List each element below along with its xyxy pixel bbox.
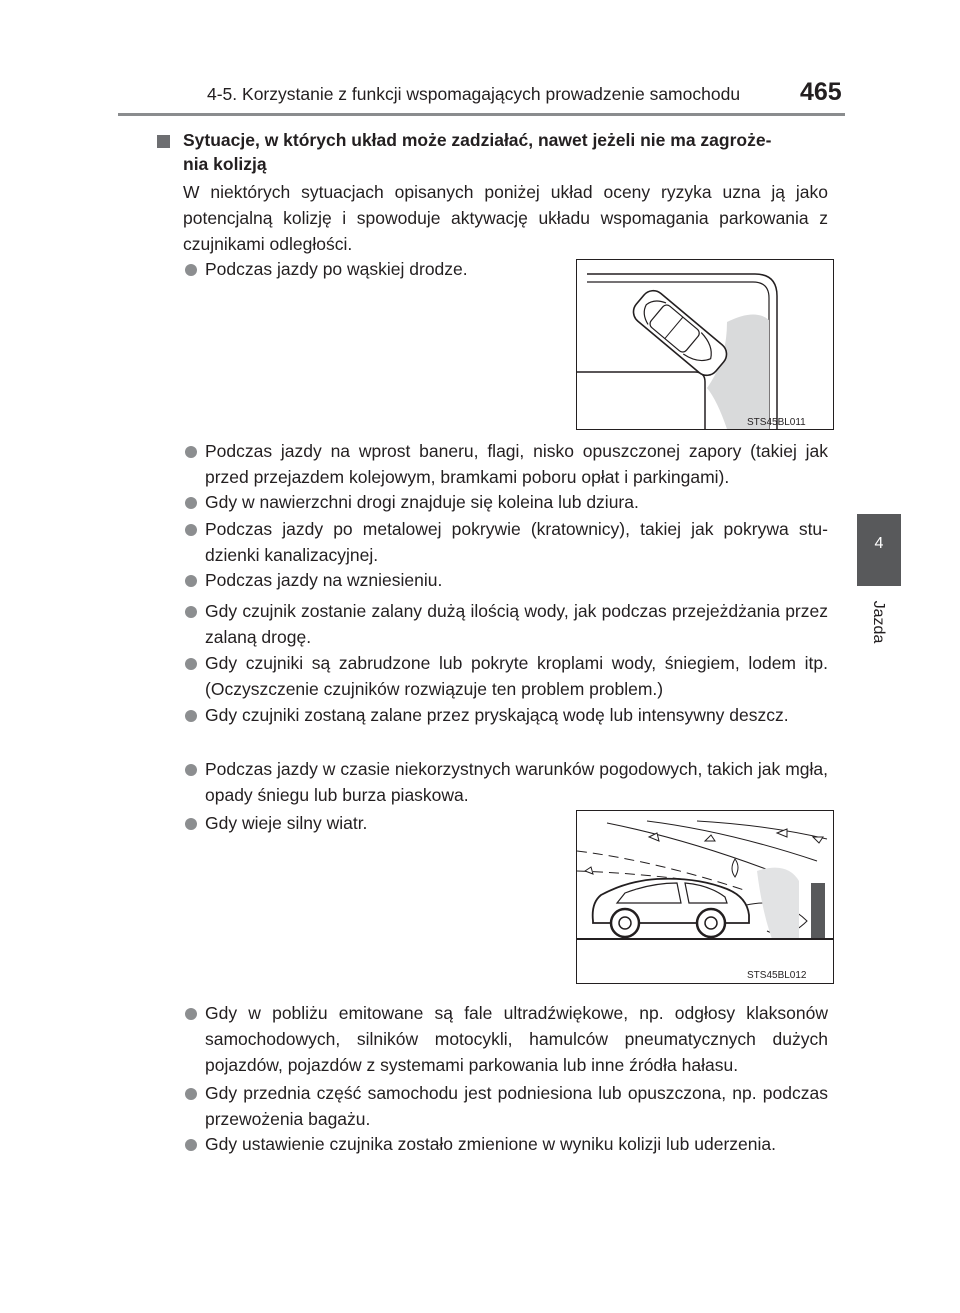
bullet-dot-icon (185, 1139, 197, 1151)
header-divider (118, 113, 845, 116)
bullet-item: Gdy ustawienie czujnika zostało zmienione w wyniku kolizji lub uderzenia. (205, 1134, 776, 1154)
bullet-dot-icon (185, 497, 197, 509)
bullet-item: Gdy w nawierzchni drogi znajduje się koleina lub dziura. (205, 492, 639, 512)
chapter-tab (857, 514, 901, 586)
figure-code: STS45BL012 (747, 970, 807, 981)
bullet-item: Podczas jazdy na wzniesieniu. (205, 570, 443, 590)
figure-code: STS45BL011 (747, 417, 806, 428)
bullet-item: Gdy czujnik zostanie zalany dużą ilością wody, jak podczas przejeżdżania przez zalaną drogę. (205, 601, 828, 647)
bullet-dot-icon (185, 524, 197, 536)
bullet-dot-icon (185, 264, 197, 276)
chapter-number: 4 (874, 535, 884, 552)
bullet-dot-icon (185, 446, 197, 458)
section-heading-line1: Sytuacje, w których układ może zadziałać, nawet jeżeli nie ma zagroże- (183, 130, 772, 150)
bullet-item: Gdy przednia część samochodu jest podniesiona lub opuszczona, np. podczas przewożenia bagażu. (205, 1083, 828, 1129)
narrow-road-illustration (577, 260, 833, 429)
figure-narrow-road (576, 259, 834, 430)
header-section-title: 4-5. Korzystanie z funkcji wspomagających prowadzenie samochodu (207, 84, 741, 104)
bullet-item: Podczas jazdy na wprost baneru, flagi, nisko opuszczonej zapory (takiej jak przed przejazdem kolejowym, bramkami poboru opłat i parkingami). (205, 441, 828, 487)
bullet-dot-icon (185, 658, 197, 670)
bullet-item: Podczas jazdy po wąskiej drodze. (205, 259, 468, 279)
bullet-item: Gdy czujniki zostaną zalane przez pryskającą wodę lub intensywny deszcz. (205, 705, 789, 725)
wind-illustration (577, 811, 833, 983)
bullet-dot-icon (185, 764, 197, 776)
page-number: 465 (800, 78, 842, 106)
bullet-item: Gdy wieje silny wiatr. (205, 813, 368, 833)
section-intro: W niektórych sytuacjach opisanych poniżej układ oceny ryzyka uzna ją jako potencjalną kolizję i spowoduje aktywację układu wspomagania parkowania z czujnikami odległości. (183, 182, 828, 254)
section-square-icon (157, 135, 170, 148)
bullet-dot-icon (185, 606, 197, 618)
section-heading (183, 128, 828, 176)
figure-wind (576, 810, 834, 984)
bullet-dot-icon (185, 575, 197, 587)
bullet-item: Gdy czujniki są zabrudzone lub pokryte kroplami wody, śniegiem, lodem itp. (Oczyszczenie czujników rozwiązuje ten problem problem.) (205, 653, 828, 699)
bullet-dot-icon (185, 710, 197, 722)
bullet-dot-icon (185, 1088, 197, 1100)
chapter-label (868, 593, 888, 653)
bullet-item: Podczas jazdy po metalowej pokrywie (kratownicy), takiej jak pokrywa studzienki kanalizacyjnej. (205, 519, 828, 565)
chapter-label-text: Jazda (870, 600, 887, 644)
section-heading-line2: nia kolizją (183, 154, 267, 174)
bullet-item: Podczas jazdy w czasie niekorzystnych warunków pogodowych, takich jak mgła, opady śniegu lub burza piaskowa. (205, 759, 828, 805)
bullet-item: Gdy w pobliżu emitowane są fale ultradźwiękowe, np. odgłosy klaksonów samochodowych, silników motocykli, hamulców pneumatycznych dużych pojazdów, pojazdów z systemami parkowania lub inne źródła hałasu. (205, 1003, 828, 1075)
bullet-dot-icon (185, 818, 197, 830)
bullet-dot-icon (185, 1008, 197, 1020)
